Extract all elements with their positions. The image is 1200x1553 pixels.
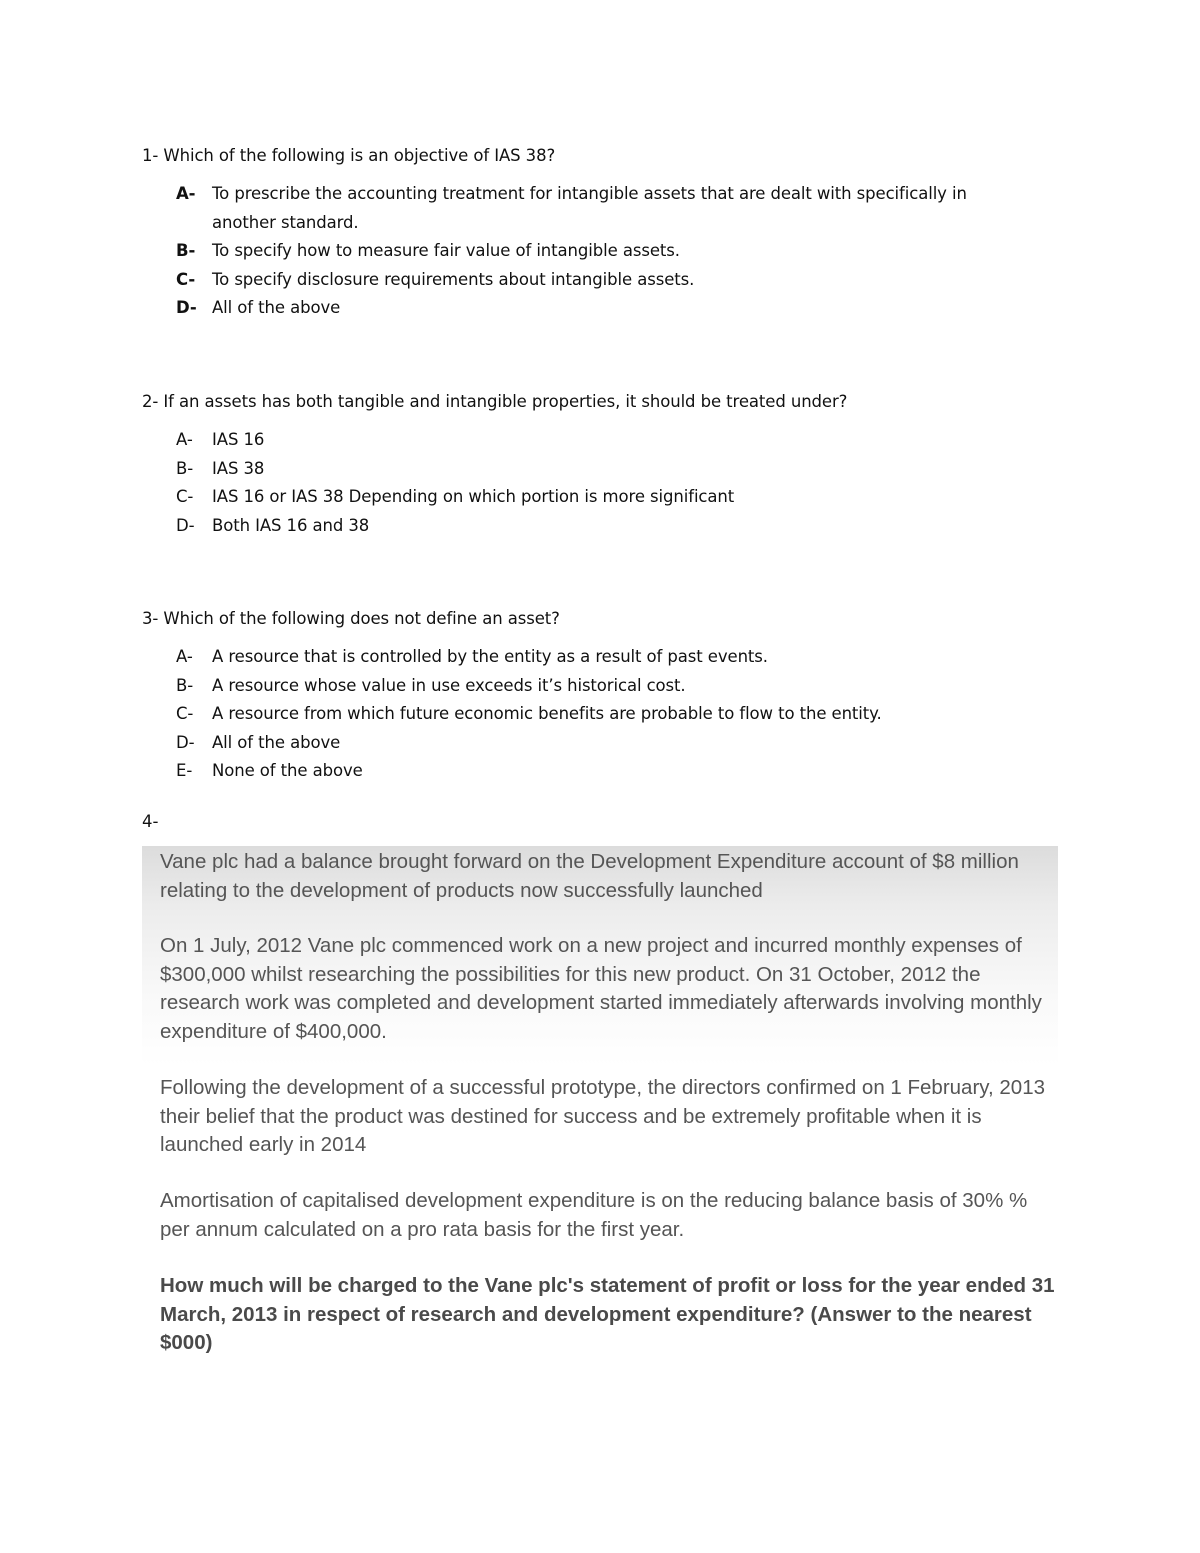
option-letter: C- [176,487,194,506]
option-text: All of the above [212,732,341,752]
option-text: IAS 16 or IAS 38 Depending on which portion is more significant [212,487,735,506]
question-2 [142,392,1032,540]
question-1 [142,146,1032,323]
option-c [142,483,1032,512]
option-letter: C- [176,704,194,723]
question-4-prompt: How much will be charged to the Vane plc's statement of profit or loss for the year ended 31 March, 2013 in respect of research and development expenditure? (Answer to the nearest $000) [160,1274,1055,1354]
question-3 [142,609,1032,786]
option-list [142,180,1032,323]
option-text: None of the above [212,761,363,780]
option-letter: A- [176,430,193,449]
scenario-paragraph: Amortisation of capitalised development expenditure is on the reducing balance basis of 30% % per annum calculated on a pro rata basis for the first year. [160,1189,1028,1241]
option-text: To specify disclosure requirements about intangible assets. [212,269,695,289]
option-letter: A- [176,184,196,203]
option-text: IAS 38 [212,458,265,478]
option-e [142,757,1032,786]
option-text: All of the above [212,298,341,317]
option-letter: D- [176,298,197,317]
option-list [142,643,1032,786]
option-letter: B- [176,241,196,260]
option-list [142,426,1032,540]
question-prompt: 2- If an assets has both tangible and intangible properties, it should be treated under? [142,392,848,411]
option-c [142,700,1032,729]
option-letter: B- [176,458,194,478]
option-text: To prescribe the accounting treatment for intangible assets that are dealt with specifically in another standard. [212,184,967,232]
scenario-paragraph: Vane plc had a balance brought forward on the Development Expenditure account of $8 million relating to the development of products now successfully launched [160,850,1019,902]
option-letter: B- [176,675,194,695]
option-letter: C- [176,269,196,289]
option-letter: D- [176,515,195,535]
option-letter: D- [176,732,195,752]
option-text: To specify how to measure fair value of intangible assets. [212,241,680,260]
question-4-label: 4- [142,812,159,831]
option-letter: E- [176,761,193,780]
option-a [142,643,1032,672]
scenario-paragraph: On 1 July, 2012 Vane plc commenced work on a new project and incurred monthly expenses of $300,000 whilst researching the possibilities for this new product. On 31 October, 2012 the research work was completed and development started immediately afterwards involving monthly expenditure of $400,000. [160,934,1042,1043]
question-4-screenshot [142,846,1058,1366]
option-c [142,266,1032,295]
option-d [142,512,1032,541]
option-text: A resource whose value in use exceeds it’s historical cost. [212,675,686,695]
option-d [142,729,1032,758]
question-prompt: 1- Which of the following is an objective of IAS 38? [142,146,556,165]
option-b [142,672,1032,701]
option-text: IAS 16 [212,430,265,449]
option-letter: A- [176,647,193,666]
option-b [142,237,1032,266]
option-a [142,426,1032,455]
option-d [142,294,1032,323]
option-text: A resource from which future economic benefits are probable to flow to the entity. [212,704,882,723]
option-text: A resource that is controlled by the entity as a result of past events. [212,647,768,666]
question-prompt: 3- Which of the following does not define an asset? [142,609,560,628]
scenario-paragraph: Following the development of a successful prototype, the directors confirmed on 1 February, 2013 their belief that the product was destined for success and be extremely profitable when it is launched early in 2014 [160,1076,1046,1156]
option-text: Both IAS 16 and 38 [212,515,370,535]
option-a [142,180,1032,237]
option-b [142,455,1032,484]
